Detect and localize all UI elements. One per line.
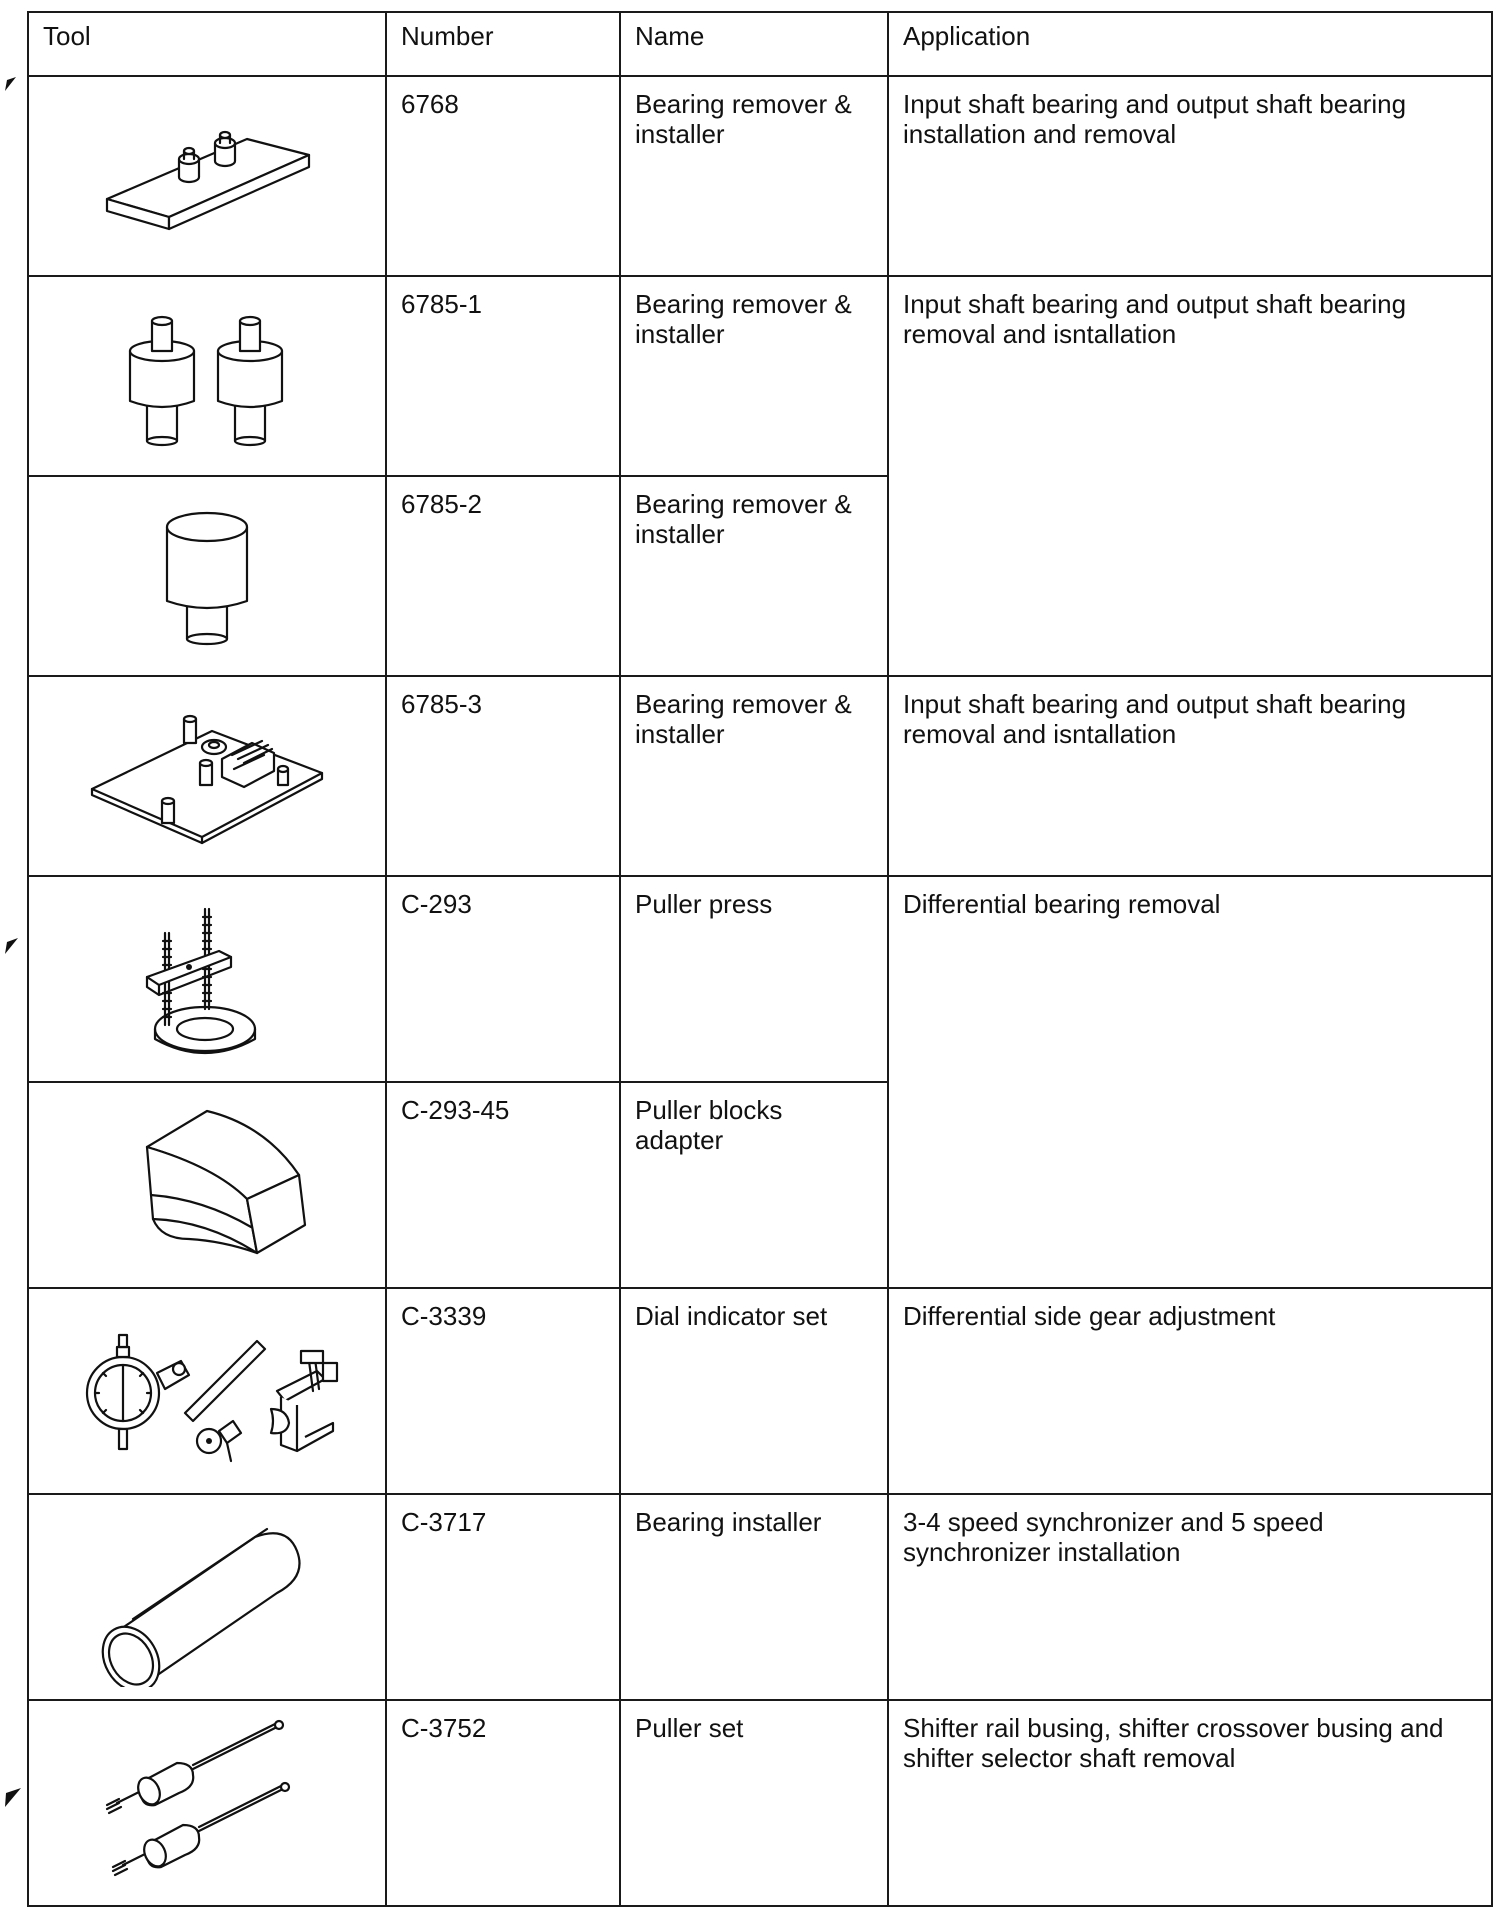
slide-hammer-icon [97, 1713, 317, 1893]
tool-application: Shifter rail busing, shifter crossover busing and shifter selector shaft removal [888, 1700, 1492, 1906]
tool-name: Puller blocks adapter [620, 1082, 888, 1288]
tool-name: Bearing remover & installer [620, 476, 888, 676]
tool-number: C-3339 [386, 1288, 620, 1494]
tool-application: Differential side gear adjustment [888, 1288, 1492, 1494]
table-row [28, 276, 1492, 476]
tool-name: Bearing remover & installer [620, 276, 888, 476]
fixture-plate-icon [82, 689, 332, 859]
tool-name: Dial indicator set [620, 1288, 888, 1494]
table-row [28, 876, 1492, 1082]
scan-mark-3 [4, 1787, 22, 1809]
tool-number: C-3717 [386, 1494, 620, 1700]
tool-number: C-293-45 [386, 1082, 620, 1288]
tool-number: 6785-1 [386, 276, 620, 476]
tool-image-cell [28, 476, 386, 676]
tool-number: C-3752 [386, 1700, 620, 1906]
tool-number: 6768 [386, 76, 620, 276]
table-row [28, 1494, 1492, 1700]
puller-block-icon [97, 1095, 317, 1275]
special-tools-table [27, 11, 1493, 1907]
tool-image-cell [28, 676, 386, 876]
twin-drivers-icon [97, 289, 317, 459]
tool-image-cell [28, 1288, 386, 1494]
tool-name: Bearing remover & installer [620, 676, 888, 876]
table-row [28, 76, 1492, 276]
tool-number: 6785-3 [386, 676, 620, 876]
table-row [28, 1700, 1492, 1906]
tool-application: Input shaft bearing and output shaft bearing installation and removal [888, 76, 1492, 276]
tool-number: C-293 [386, 876, 620, 1082]
header-tool: Tool [28, 12, 386, 76]
tool-image-cell [28, 1700, 386, 1906]
tool-image-cell [28, 76, 386, 276]
tool-application: Input shaft bearing and output shaft bearing removal and isntallation [888, 676, 1492, 876]
tool-name: Puller press [620, 876, 888, 1082]
puller-press-icon [107, 889, 307, 1069]
tool-name: Puller set [620, 1700, 888, 1906]
scan-mark-2 [4, 937, 20, 955]
tool-image-cell [28, 1494, 386, 1700]
tool-number: 6785-2 [386, 476, 620, 676]
tool-image-cell [28, 276, 386, 476]
tool-application: 3-4 speed synchronizer and 5 speed synchronizer installation [888, 1494, 1492, 1700]
tool-image-cell [28, 1082, 386, 1288]
tool-image-cell [28, 876, 386, 1082]
tool-name: Bearing installer [620, 1494, 888, 1700]
tool-application: Input shaft bearing and output shaft bearing removal and isntallation [888, 276, 1492, 676]
scan-mark-1 [4, 76, 18, 92]
tool-application: Differential bearing removal [888, 876, 1492, 1288]
single-driver-icon [127, 489, 287, 659]
table-row [28, 1288, 1492, 1494]
dial-indicator-icon [57, 1301, 357, 1481]
header-row [28, 12, 1492, 76]
header-application: Application [888, 12, 1492, 76]
table-row [28, 676, 1492, 876]
tool-name: Bearing remover & installer [620, 76, 888, 276]
header-name: Name [620, 12, 888, 76]
plate-with-pins-icon [87, 89, 327, 259]
tube-installer-icon [87, 1507, 327, 1687]
header-number: Number [386, 12, 620, 76]
